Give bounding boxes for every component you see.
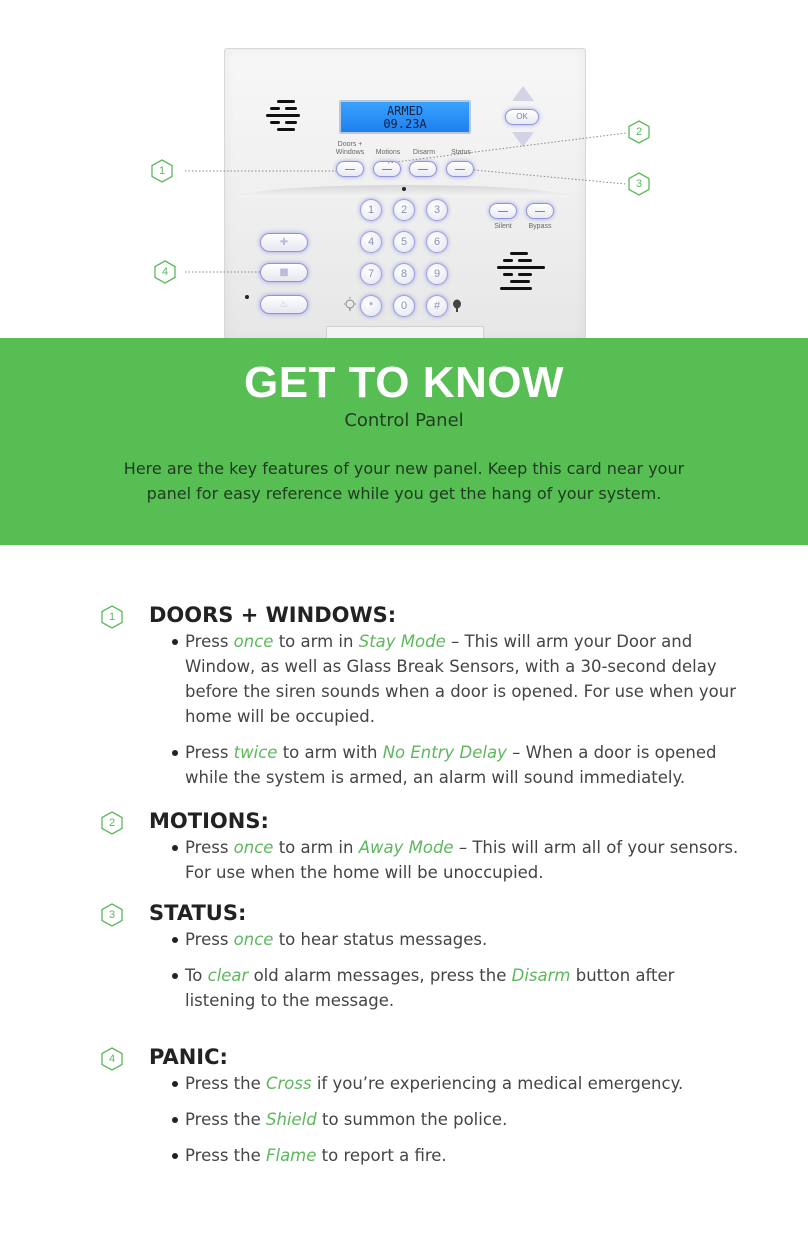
list-item: Press the Shield to summon the police. [185, 1107, 745, 1132]
section-1-badge [100, 605, 124, 629]
section-4-number: 4 [108, 1053, 116, 1065]
flame-icon: ♨ [279, 299, 289, 310]
list-item: Press the Flame to report a fire. [185, 1143, 745, 1168]
key-star[interactable]: * [360, 295, 382, 317]
list-item: Press twice to arm with No Entry Delay – When a door is opened while the system is armed, an alarm will sound immediately. [185, 740, 745, 790]
list-item: To clear old alarm messages, press the Disarm button after listening to the message. [185, 963, 745, 1013]
section-4-title: PANIC: [149, 1045, 228, 1069]
silent-label: Silent [494, 223, 512, 230]
ok-button[interactable]: OK [505, 109, 539, 125]
key-8[interactable]: 8 [393, 263, 415, 285]
list-item: Press the Cross if you’re experiencing a medical emergency. [185, 1071, 745, 1096]
section-2-list [185, 835, 745, 896]
intro-banner [0, 338, 808, 545]
status-label: Status [451, 149, 471, 156]
callout-2-marker [627, 120, 651, 144]
key-0[interactable]: 0 [393, 295, 415, 317]
callout-4-marker [153, 260, 177, 284]
key-5[interactable]: 5 [393, 231, 415, 253]
doors-windows-label: Doors + Windows [335, 141, 365, 156]
section-3-title: STATUS: [149, 901, 247, 925]
intro-paragraph: Here are the key features of your new panel. Keep this card near your panel for easy reference while you get the hang of your system. [123, 459, 685, 503]
key-2[interactable]: 2 [393, 199, 415, 221]
callout-4-number: 4 [161, 266, 169, 278]
motions-label: Motions [375, 149, 401, 156]
section-3-list [185, 927, 745, 1024]
list-item: Press once to arm in Away Mode – This will arm all of your sensors. For use when the home will be unoccupied. [185, 835, 745, 885]
key-1[interactable]: 1 [360, 199, 382, 221]
section-2-badge [100, 811, 124, 835]
section-3-number: 3 [108, 909, 116, 921]
callout-1-number: 1 [158, 165, 166, 177]
key-6[interactable]: 6 [426, 231, 448, 253]
section-2-number: 2 [108, 817, 116, 829]
section-4-list [185, 1071, 745, 1179]
section-1-list [185, 629, 745, 801]
page-title: GET TO KNOW [243, 358, 564, 407]
lcd-status-text: ARMED [386, 104, 424, 118]
key-hash[interactable]: # [426, 295, 448, 317]
cross-icon: ✚ [279, 237, 289, 248]
section-3-badge [100, 903, 124, 927]
page-subtitle: Control Panel [344, 410, 464, 431]
control-panel-illustration [0, 0, 808, 340]
section-1-title: DOORS + WINDOWS: [149, 603, 397, 627]
key-7[interactable]: 7 [360, 263, 382, 285]
callout-3-marker [627, 172, 651, 196]
list-item: Press once to hear status messages. [185, 927, 745, 952]
shield-icon: ■ [279, 267, 289, 278]
disarm-label: Disarm [412, 149, 436, 156]
lcd-time-text: 09.23A [383, 117, 427, 131]
list-item: Press once to arm in Stay Mode – This will arm your Door and Window, as well as Glass Break Sensors, with a 30-second delay before the siren sounds when a door is opened. For use when your home will be occupied. [185, 629, 745, 729]
section-4-badge [100, 1047, 124, 1071]
callout-2-number: 2 [635, 126, 643, 138]
section-1-number: 1 [108, 611, 116, 623]
callout-1-marker [150, 159, 174, 183]
key-4[interactable]: 4 [360, 231, 382, 253]
callout-3-number: 3 [635, 178, 643, 190]
section-2-title: MOTIONS: [149, 809, 269, 833]
bypass-label: Bypass [528, 223, 552, 230]
key-3[interactable]: 3 [426, 199, 448, 221]
key-9[interactable]: 9 [426, 263, 448, 285]
callout-lines [0, 0, 808, 340]
